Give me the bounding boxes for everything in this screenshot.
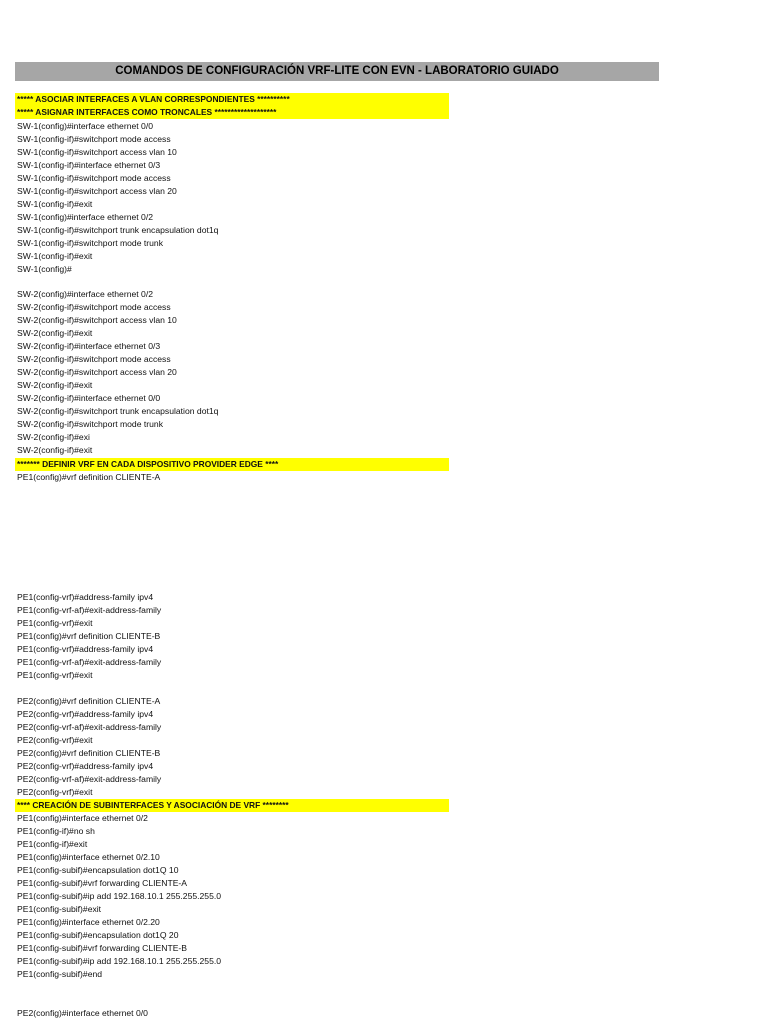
command-line: PE1(config-if)#no sh (17, 826, 95, 836)
command-line: SW-1(config)# (17, 264, 72, 274)
command-line: SW-1(config)#interface ethernet 0/0 (17, 121, 153, 131)
command-line: PE1(config-subif)#ip add 192.168.10.1 255.255.255.0 (17, 956, 222, 966)
command-line: PE1(config-if)#exit (17, 839, 88, 849)
command-line: SW-1(config-if)#switchport mode access (17, 173, 171, 183)
command-line: SW-2(config-if)#switchport access vlan 10 (17, 315, 177, 325)
command-line: PE1(config-vrf-af)#exit-address-family (17, 605, 162, 615)
command-line: PE1(config-subif)#ip add 192.168.10.1 255.255.255.0 (17, 891, 222, 901)
command-line: PE2(config-vrf)#exit (17, 735, 93, 745)
command-line: SW-1(config-if)#exit (17, 199, 93, 209)
command-line: SW-2(config-if)#switchport trunk encapsulation dot1q (17, 406, 219, 416)
command-line: PE1(config-subif)#encapsulation dot1Q 20 (17, 930, 179, 940)
command-line: PE1(config-vrf)#address-family ipv4 (17, 592, 154, 602)
command-line: PE1(config)#vrf definition CLIENTE-B (17, 631, 161, 641)
command-line: PE2(config-vrf)#exit (17, 787, 93, 797)
command-line: PE1(config-vrf)#address-family ipv4 (17, 644, 154, 654)
command-line: SW-1(config-if)#switchport trunk encapsulation dot1q (17, 225, 219, 235)
command-line: SW-2(config)#interface ethernet 0/2 (17, 289, 153, 299)
command-line: PE1(config)#vrf definition CLIENTE-A (17, 472, 161, 482)
page-title: COMANDOS DE CONFIGURACIÓN VRF-LITE CON EVN - LABORATORIO GUIADO (15, 62, 659, 81)
command-line: PE1(config)#interface ethernet 0/2.10 (17, 852, 160, 862)
command-line: SW-1(config-if)#exit (17, 251, 93, 261)
command-line: SW-2(config-if)#exit (17, 445, 93, 455)
command-line: SW-1(config-if)#switchport access vlan 10 (17, 147, 177, 157)
command-line: SW-2(config-if)#switchport access vlan 20 (17, 367, 177, 377)
command-line: SW-2(config-if)#switchport mode access (17, 302, 171, 312)
command-line: SW-2(config-if)#exit (17, 380, 93, 390)
command-line: SW-2(config-if)#switchport mode trunk (17, 419, 163, 429)
command-line: SW-2(config-if)#exi (17, 432, 90, 442)
command-line: PE1(config-subif)#exit (17, 904, 102, 914)
command-line: SW-2(config-if)#interface ethernet 0/0 (17, 393, 161, 403)
command-line: SW-2(config-if)#exit (17, 328, 93, 338)
command-line: SW-1(config-if)#switchport mode access (17, 134, 171, 144)
command-line: SW-1(config-if)#switchport mode trunk (17, 238, 163, 248)
command-line: PE1(config-vrf)#exit (17, 618, 93, 628)
command-line: SW-1(config)#interface ethernet 0/2 (17, 212, 153, 222)
section-header-vlan: ***** ASOCIAR INTERFACES A VLAN CORRESPONDIENTES ********** (15, 93, 449, 106)
command-line: PE1(config)#interface ethernet 0/2.20 (17, 917, 160, 927)
command-line: PE2(config)#vrf definition CLIENTE-B (17, 748, 161, 758)
command-line: SW-2(config-if)#switchport mode access (17, 354, 171, 364)
command-line: PE1(config)#interface ethernet 0/2 (17, 813, 148, 823)
command-line: PE2(config)#interface ethernet 0/0 (17, 1008, 148, 1018)
command-line: PE2(config-vrf-af)#exit-address-family (17, 774, 162, 784)
command-line: PE1(config-subif)#vrf forwarding CLIENTE-A (17, 878, 188, 888)
section-header-trunk: ***** ASIGNAR INTERFACES COMO TRONCALES ******************* (15, 106, 449, 119)
command-line: PE1(config-vrf)#exit (17, 670, 93, 680)
section-header-subif: **** CREACIÓN DE SUBINTERFACES Y ASOCIACIÓN DE VRF ******** (15, 799, 449, 812)
command-line: PE2(config-vrf-af)#exit-address-family (17, 722, 162, 732)
command-line: SW-1(config-if)#switchport access vlan 20 (17, 186, 177, 196)
command-line: PE2(config-vrf)#address-family ipv4 (17, 709, 154, 719)
command-line: PE1(config-subif)#end (17, 969, 103, 979)
command-line: PE2(config)#vrf definition CLIENTE-A (17, 696, 161, 706)
command-line: SW-1(config-if)#interface ethernet 0/3 (17, 160, 161, 170)
command-line: PE2(config-vrf)#address-family ipv4 (17, 761, 154, 771)
command-line: PE1(config-subif)#encapsulation dot1Q 10 (17, 865, 179, 875)
command-line: PE1(config-subif)#vrf forwarding CLIENTE-B (17, 943, 188, 953)
command-line: SW-2(config-if)#interface ethernet 0/3 (17, 341, 161, 351)
section-header-vrf: ******* DEFINIR VRF EN CADA DISPOSITIVO PROVIDER EDGE **** (15, 458, 449, 471)
command-line: PE1(config-vrf-af)#exit-address-family (17, 657, 162, 667)
